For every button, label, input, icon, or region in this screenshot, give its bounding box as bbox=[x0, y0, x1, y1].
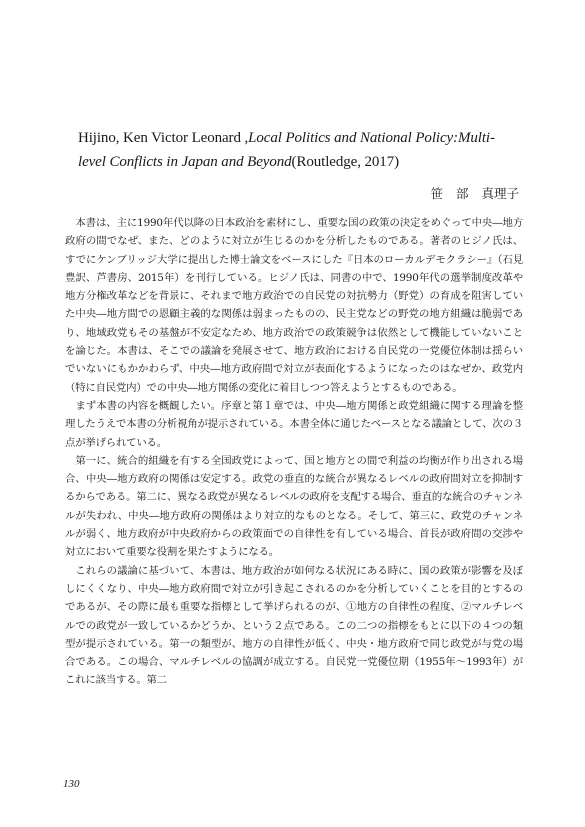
paragraph-4: これらの議論に基づいて、本書は、地方政治が如何なる状況にある時に、国の政策が影響を及ぼしにくくなり、中央―地方政府間で対立が引き起こされるのかを分析していくことを目的とするのであるが、その際に最も重要な指標として挙げられるのが、①地方の自律性の程度、②マルチレベルでの政党が一致しているかどうか、という２点である。この二つの指標をもとに以下の４つの類型が提示されている。第一の類型が、地方の自律性が低く、中央・地方政府で同じ政党が与党の場合である。この場合、マルチレベルの協調が成立する。自民党一党優位期（1955年～1993年）がこれに該当する。第二 bbox=[65, 564, 523, 687]
paragraph-3: 第一に、統合的組織を有する全国政党によって、国と地方との間で利益の均衡が作り出される場合、中央―地方政府の関係は安定する。政党の垂直的な統合が異なるレベルの政府間対立を抑制するからである。第二に、異なる政党が異なるレベルの政府を支配する場合、垂直的な統合のチャンネルが失われ、中央―地方政府の関係はより対立的なものとなる。そして、第三に、政党のチャンネルが弱く、地方政府が中央政府からの政策面での自律性を有している場合、首長が政府間の交渉や対立において重要な役割を果たすようになる。 bbox=[65, 454, 523, 559]
book-title: Local Politics and National Policy:Multi-level Conflicts in Japan and Beyond bbox=[78, 130, 495, 170]
book-citation bbox=[78, 126, 518, 174]
paragraph-2: まず本書の内容を概観したい。序章と第１章では、中央―地方関係と政党組織に関する理論を整理したうえで本書の分析視角が提示されている。本書全体に通じたベースとなる議論として、次の３点が挙げられている。 bbox=[65, 399, 523, 449]
reviewer-name: 笹 部 真理子 bbox=[430, 186, 519, 201]
book-author: Hijino, Ken Victor Leonard , bbox=[78, 130, 249, 146]
paragraph-1: 本書は、主に1990年代以降の日本政治を素材にし、重要な国の政策の決定をめぐって中央―地方政府の間でなぜ、また、どのように対立が生じるのかを分析したものである。著者のヒジノ氏は、すでにケンブリッジ大学に提出した博士論文をベースにした『日本のローカルデモクラシー』（石見豊訳、芦書房、2015年）を刊行している。ヒジノ氏は、同書の中で、1990年代の選挙制度改革や地方分権改革などを背景に、それまで地方政治での自民党の対抗勢力（野党）の育成を阻害していた中央―地方間での恩顧主義的な関係は弱まったものの、民主党などの野党の地方組織は脆弱であり、地域政党もその基盤が不安定なため、地方政治での政策競争は依然として機能していないことを論じた。本書は、そこでの議論を発展させて、地方政治における自民党の一党優位体制は揺らいでいないにもかかわらず、中央―地方政府間で対立が表面化するようになったのはなぜか、政党内（特に自民党内）での中央―地方関係の変化に着目しつつ答えようとするものである。 bbox=[65, 217, 523, 394]
review-body bbox=[65, 214, 523, 690]
page-number: 130 bbox=[63, 778, 80, 790]
book-publication: (Routledge, 2017) bbox=[291, 154, 399, 170]
